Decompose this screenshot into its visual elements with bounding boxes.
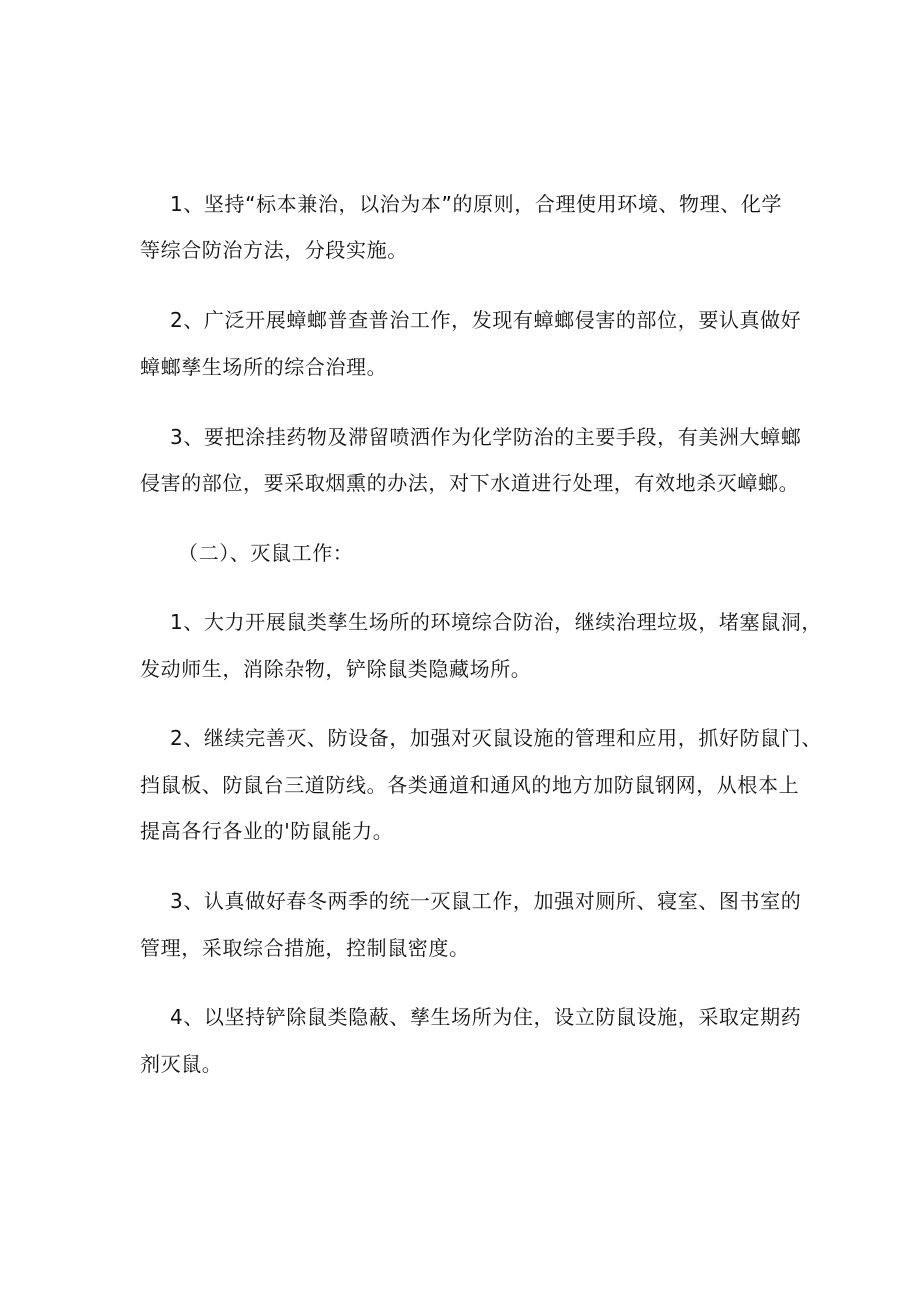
paragraph-5-line-2: 挡鼠板、防鼠台三道防线。各类通道和通风的地方加防鼠钢网，从根本上 [140,773,800,797]
paragraph-4-line-1: 1、大力开展鼠类孳生场所的环境综合防治，继续治理垃圾，堵塞鼠洞， [170,610,822,634]
paragraph-2-line-1: 2、广泛开展蟑螂普查普治工作，发现有蟑螂侵害的部位，要认真做好 [170,308,802,332]
paragraph-1-line-2: 等综合防治方法，分段实施。 [140,238,408,262]
paragraph-3-line-2: 侵害的部位，要采取烟熏的办法，对下水道进行处理，有效地杀灭嶂螂。 [140,471,800,495]
paragraph-7-line-1: 4、以坚持铲除鼠类隐蔽、孳生场所为住，设立防鼠设施，采取定期药 [170,1005,802,1029]
paragraph-6-line-1: 3、认真做好春冬两季的统一灭鼠工作，加强对厕所、寝室、图书室的 [170,889,802,913]
paragraph-1-line-1: 1、坚持“标本兼治，以治为本”的原则，合理使用环境、物理、化学 [170,192,783,216]
paragraph-3-line-1: 3、要把涂挂药物及滞留喷洒作为化学防治的主要手段，有美洲大蟑螂 [170,425,802,449]
paragraph-7-line-2: 剂灭鼠。 [140,1052,223,1076]
section-heading: （二）、灭鼠工作： [178,541,354,565]
paragraph-6-line-2: 管理，采取综合措施，控制鼠密度。 [140,936,470,960]
paragraph-4-line-2: 发动师生，消除杂物，铲除鼠类隐藏场所。 [140,657,532,681]
paragraph-5-line-1: 2、继续完善灭、防设备，加强对灭鼠设施的管理和应用，抓好防鼠门、 [170,726,822,750]
paragraph-2-line-2: 蟑螂孳生场所的综合治理。 [140,355,388,379]
paragraph-5-line-3: 提高各行各业的'防鼠能力。 [140,819,394,843]
